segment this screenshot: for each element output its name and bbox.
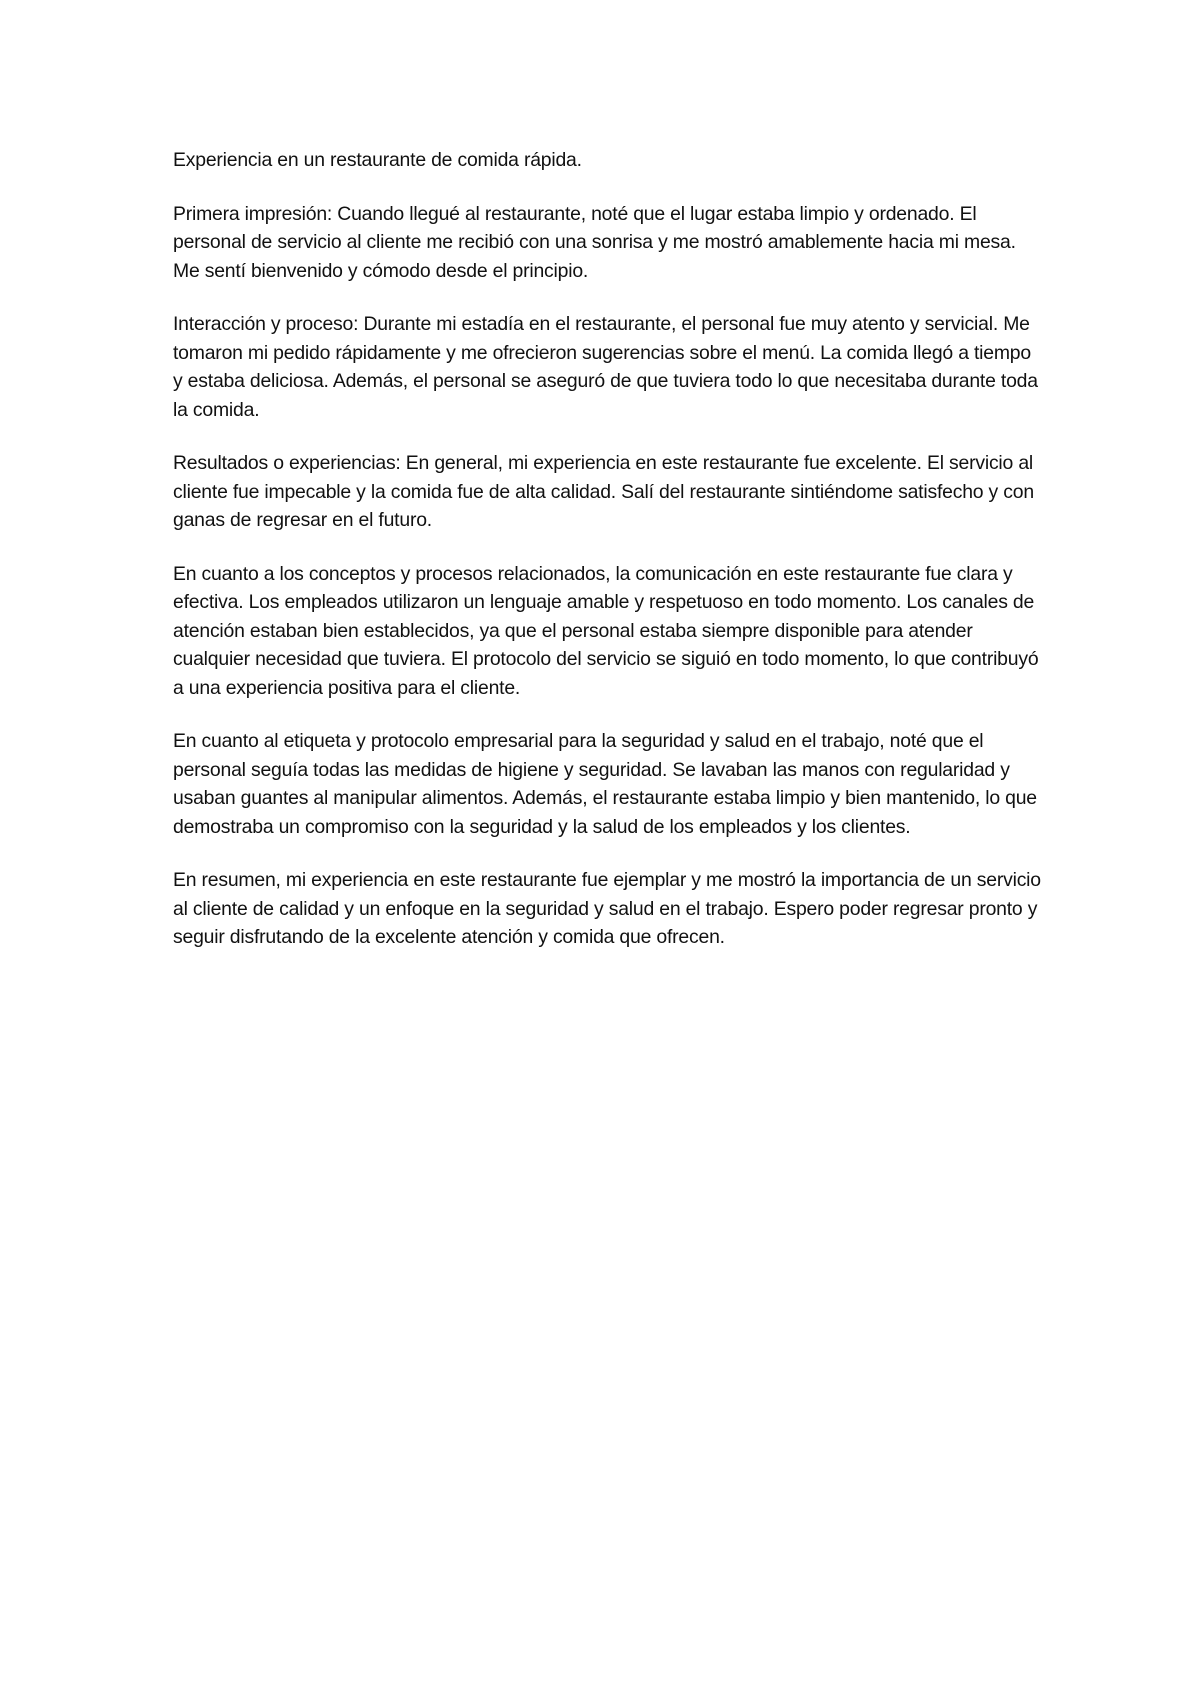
paragraph-conceptos-procesos: En cuanto a los conceptos y procesos relacionados, la comunicación en este restaurante fue clara y efectiva. Los empleados utilizaron un lenguaje amable y respetuoso en todo momento. Los canales de atención estaban bien establecidos, ya que el personal estaba siempre disponible para atender cualquier necesidad que tuviera. El protocolo del servicio se siguió en todo momento, lo que contribuyó a una experiencia positiva para el cliente. (173, 562, 1039, 699)
paragraph-etiqueta-protocolo: En cuanto al etiqueta y protocolo empresarial para la seguridad y salud en el trabajo, noté que el personal seguía todas las medidas de higiene y seguridad. Se lavaban las manos con regularidad y usaban guantes al manipular alimentos. Además, el restaurante estaba limpio y bien mantenido, lo que demostraba un compromiso con la seguridad y la salud de los empleados y los clientes. (173, 730, 1037, 838)
document-body (173, 146, 1041, 977)
paragraph-resultados: Resultados o experiencias: En general, mi experiencia en este restaurante fue excelente. El servicio al cliente fue impecable y la comida fue de alta calidad. Salí del restaurante sintiéndome satisfecho y con ganas de regresar en el futuro. (173, 452, 1034, 531)
paragraph-resumen: En resumen, mi experiencia en este restaurante fue ejemplar y me mostró la importancia de un servicio al cliente de calidad y un enfoque en la seguridad y salud en el trabajo. Espero poder regresar pronto y seguir disfrutando de la excelente atención y comida que ofrecen. (173, 869, 1041, 948)
paragraph-primera-impresion: Primera impresión: Cuando llegué al restaurante, noté que el lugar estaba limpio y ordenado. El personal de servicio al cliente me recibió con una sonrisa y me mostró amablemente hacia mi mesa. Me sentí bienvenido y cómodo desde el principio. (173, 202, 1016, 282)
paragraph-interaccion-proceso: Interacción y proceso: Durante mi estadía en el restaurante, el personal fue muy atento y servicial. Me tomaron mi pedido rápidamente y me ofrecieron sugerencias sobre el menú. La comida llegó a tiempo y estaba deliciosa. Además, el personal se aseguró de que tuviera todo lo que necesitaba durante toda la comida. (173, 313, 1038, 421)
document-title: Experiencia en un restaurante de comida rápida. (173, 149, 582, 171)
